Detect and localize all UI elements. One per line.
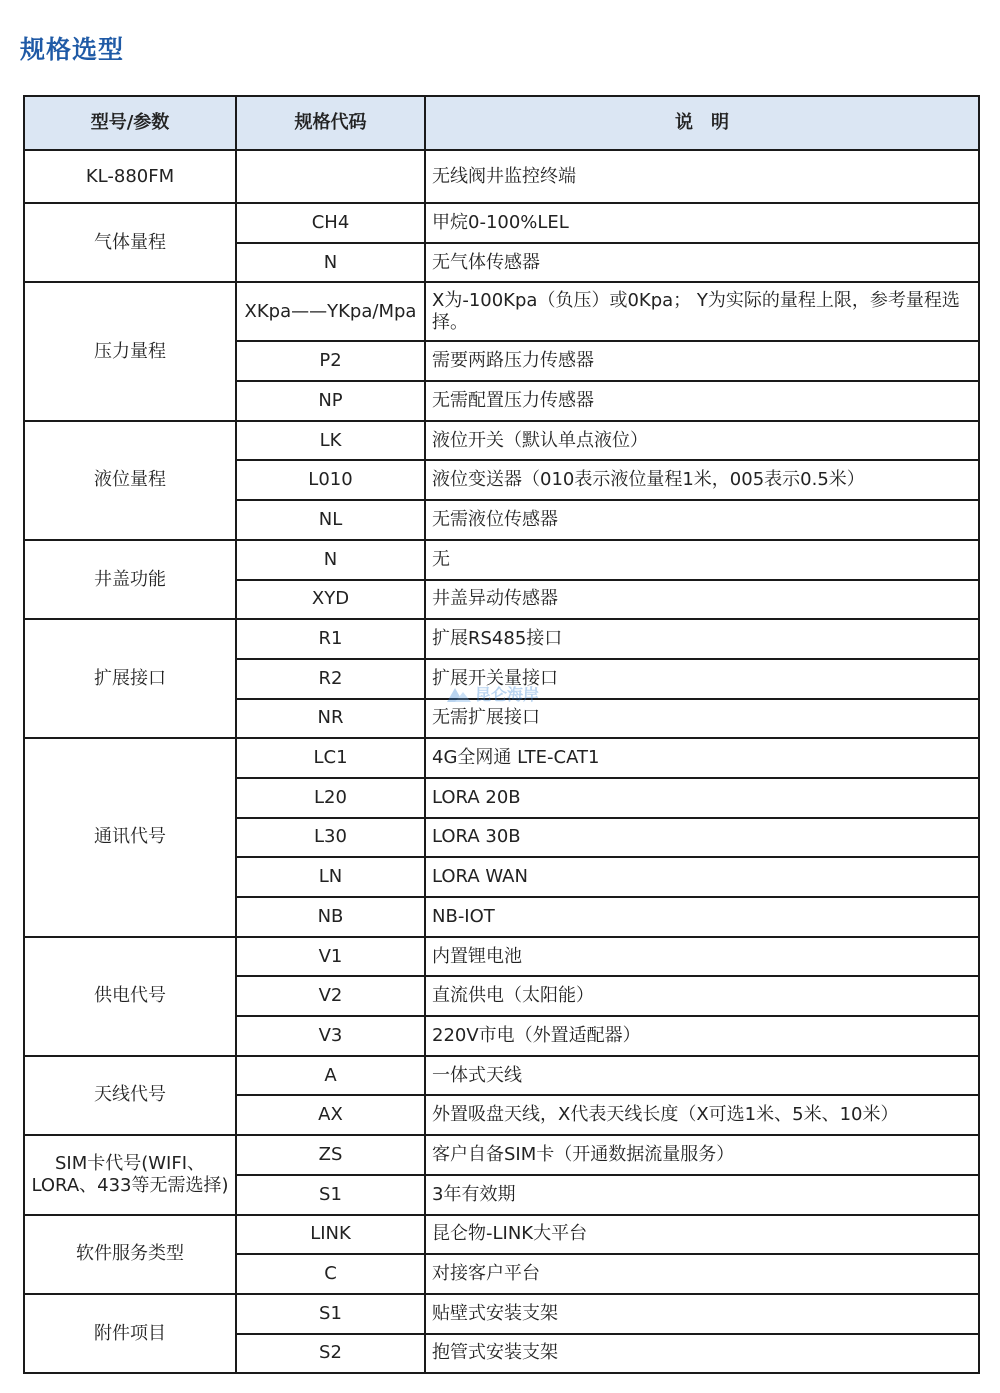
- desc-cell: LORA 30B: [425, 818, 979, 858]
- param-cell: 附件项目: [24, 1294, 236, 1373]
- table-row: [24, 619, 979, 659]
- table-row: [24, 421, 979, 461]
- code-cell: [236, 150, 425, 203]
- param-cell: 压力量程: [24, 282, 236, 420]
- param-cell: 天线代号: [24, 1056, 236, 1135]
- code-cell: L30: [236, 818, 425, 858]
- desc-cell: 客户自备SIM卡（开通数据流量服务）: [425, 1135, 979, 1175]
- code-cell: S2: [236, 1334, 425, 1374]
- table-row: [24, 150, 979, 203]
- table-row: [24, 738, 979, 778]
- watermark-text: 昆仑海岸: [475, 685, 540, 704]
- code-cell: V3: [236, 1016, 425, 1056]
- code-cell: CH4: [236, 203, 425, 243]
- desc-cell: 无: [425, 540, 979, 580]
- header-row: [24, 96, 979, 150]
- code-cell: S1: [236, 1294, 425, 1334]
- desc-cell: 甲烷0-100%LEL: [425, 203, 979, 243]
- code-cell: LK: [236, 421, 425, 461]
- desc-cell: 3年有效期: [425, 1175, 979, 1215]
- table-header: [24, 96, 979, 150]
- desc-cell: 扩展RS485接口: [425, 619, 979, 659]
- desc-cell: 无需液位传感器: [425, 500, 979, 540]
- header-desc: 说 明: [425, 96, 979, 150]
- code-cell: LN: [236, 857, 425, 897]
- table-row: [24, 203, 979, 243]
- table-row: [24, 1215, 979, 1255]
- desc-cell: 直流供电（太阳能）: [425, 976, 979, 1016]
- code-cell: P2: [236, 341, 425, 381]
- code-cell: NL: [236, 500, 425, 540]
- param-cell: 液位量程: [24, 421, 236, 540]
- param-cell: 扩展接口: [24, 619, 236, 738]
- desc-cell: NB-IOT: [425, 897, 979, 937]
- desc-cell: 4G全网通 LTE-CAT1: [425, 738, 979, 778]
- param-cell: 软件服务类型: [24, 1215, 236, 1294]
- param-cell: KL-880FM: [24, 150, 236, 203]
- code-cell: NR: [236, 699, 425, 739]
- code-cell: A: [236, 1056, 425, 1096]
- code-cell: L010: [236, 460, 425, 500]
- code-cell: N: [236, 540, 425, 580]
- code-cell: LINK: [236, 1215, 425, 1255]
- desc-cell: LORA WAN: [425, 857, 979, 897]
- spec-table: [23, 95, 980, 1374]
- code-cell: R2: [236, 659, 425, 699]
- header-param: 型号/参数: [24, 96, 236, 150]
- code-cell: XKpa——YKpa/Mpa: [236, 282, 425, 341]
- desc-cell: 无线阀井监控终端: [425, 150, 979, 203]
- code-cell: AX: [236, 1095, 425, 1135]
- param-cell: 通讯代号: [24, 738, 236, 936]
- code-cell: V2: [236, 976, 425, 1016]
- table-body: [24, 150, 979, 1373]
- param-cell: SIM卡代号(WIFI、LORA、433等无需选择): [24, 1135, 236, 1214]
- table-row: [24, 1056, 979, 1096]
- desc-cell: 液位开关（默认单点液位）: [425, 421, 979, 461]
- code-cell: LC1: [236, 738, 425, 778]
- param-cell: 气体量程: [24, 203, 236, 282]
- code-cell: XYD: [236, 580, 425, 620]
- code-cell: S1: [236, 1175, 425, 1215]
- table-row: [24, 540, 979, 580]
- desc-cell: 需要两路压力传感器: [425, 341, 979, 381]
- param-cell: 供电代号: [24, 937, 236, 1056]
- desc-cell: 扩展开关量接口: [425, 659, 979, 699]
- table-row: [24, 937, 979, 977]
- code-cell: N: [236, 243, 425, 283]
- desc-cell: 无需配置压力传感器: [425, 381, 979, 421]
- desc-cell: X为-100Kpa（负压）或0Kpa； Y为实际的量程上限，参考量程选择。: [425, 282, 979, 341]
- code-cell: R1: [236, 619, 425, 659]
- desc-cell: 抱管式安装支架: [425, 1334, 979, 1374]
- desc-cell: 昆仑物-LINK大平台: [425, 1215, 979, 1255]
- desc-cell: 贴壁式安装支架: [425, 1294, 979, 1334]
- param-cell: 井盖功能: [24, 540, 236, 619]
- desc-cell: 无需扩展接口: [425, 699, 979, 739]
- table-row: [24, 282, 979, 341]
- code-cell: NP: [236, 381, 425, 421]
- desc-cell: 液位变送器（010表示液位量程1米，005表示0.5米）: [425, 460, 979, 500]
- code-cell: V1: [236, 937, 425, 977]
- desc-cell: 对接客户平台: [425, 1254, 979, 1294]
- code-cell: NB: [236, 897, 425, 937]
- table-row: [24, 1294, 979, 1334]
- page-title: 规格选型: [20, 35, 125, 64]
- code-cell: C: [236, 1254, 425, 1294]
- code-cell: L20: [236, 778, 425, 818]
- table-row: [24, 1135, 979, 1175]
- desc-cell: LORA 20B: [425, 778, 979, 818]
- desc-cell: 220V市电（外置适配器）: [425, 1016, 979, 1056]
- desc-cell: 无气体传感器: [425, 243, 979, 283]
- header-code: 规格代码: [236, 96, 425, 150]
- desc-cell: 一体式天线: [425, 1056, 979, 1096]
- code-cell: ZS: [236, 1135, 425, 1175]
- desc-cell: 井盖异动传感器: [425, 580, 979, 620]
- desc-cell: 内置锂电池: [425, 937, 979, 977]
- desc-cell: 外置吸盘天线，X代表天线长度（X可选1米、5米、10米）: [425, 1095, 979, 1135]
